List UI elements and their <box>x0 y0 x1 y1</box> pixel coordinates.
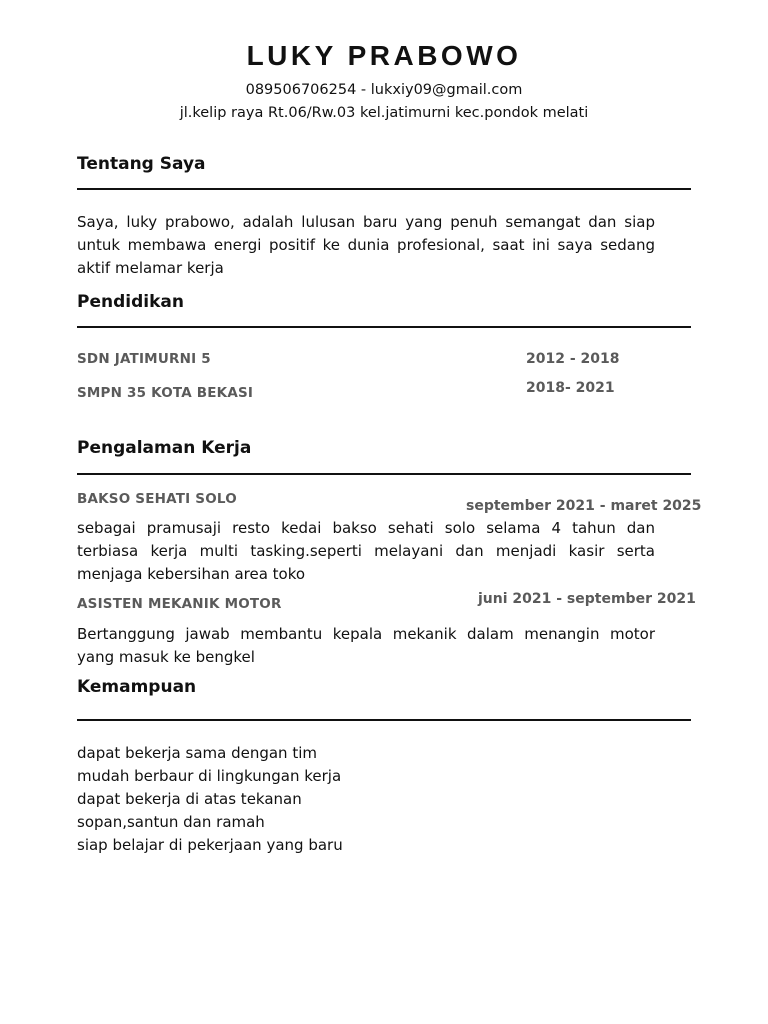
education-school-2: SMPN 35 KOTA BEKASI <box>77 385 254 401</box>
contact-address: jl.kelip raya Rt.06/Rw.03 kel.jatimurni kec.pondok melati <box>179 105 589 121</box>
skills-list <box>77 742 343 857</box>
section-title-skills: Kemampuan <box>77 677 197 697</box>
section-divider-education <box>77 326 691 328</box>
skill-item: dapat bekerja sama dengan tim <box>77 744 317 762</box>
education-years-2: 2018- 2021 <box>526 380 615 396</box>
experience-role-2: ASISTEN MEKANIK MOTOR <box>77 596 282 612</box>
contact-phone-email: 089506706254 - lukxiy09@gmail.com <box>245 82 523 98</box>
skill-item: siap belajar di pekerjaan yang baru <box>77 836 343 854</box>
section-title-about: Tentang Saya <box>77 154 206 174</box>
experience-description-1: sebagai pramusaji resto kedai bakso sehati solo selama 4 tahun dan terbiasa kerja multi tasking.seperti melayani dan menjadi kasir serta menjaga kebersihan area toko <box>77 519 655 583</box>
experience-role-1: BAKSO SEHATI SOLO <box>77 491 237 507</box>
experience-description-2: Bertanggung jawab membantu kepala mekanik dalam menangin motor yang masuk ke bengkel <box>77 625 655 666</box>
experience-period-2: juni 2021 - september 2021 <box>478 591 696 607</box>
education-years-1: 2012 - 2018 <box>526 351 620 367</box>
section-divider-experience <box>77 473 691 475</box>
experience-period-1: september 2021 - maret 2025 <box>466 498 702 514</box>
about-text: Saya, luky prabowo, adalah lulusan baru yang penuh semangat dan siap untuk membawa energi positif ke dunia profesional, saat ini saya sedang aktif melamar kerja <box>77 213 655 277</box>
section-title-education: Pendidikan <box>77 292 184 312</box>
skill-item: dapat bekerja di atas tekanan <box>77 790 302 808</box>
skill-item: mudah berbaur di lingkungan kerja <box>77 767 342 785</box>
section-title-experience: Pengalaman Kerja <box>77 438 252 458</box>
resume-name: LUKY PRABOWO <box>246 40 522 71</box>
skill-item: sopan,santun dan ramah <box>77 813 265 831</box>
education-school-1: SDN JATIMURNI 5 <box>77 351 211 367</box>
section-divider-about <box>77 188 691 190</box>
section-divider-skills <box>77 719 691 721</box>
